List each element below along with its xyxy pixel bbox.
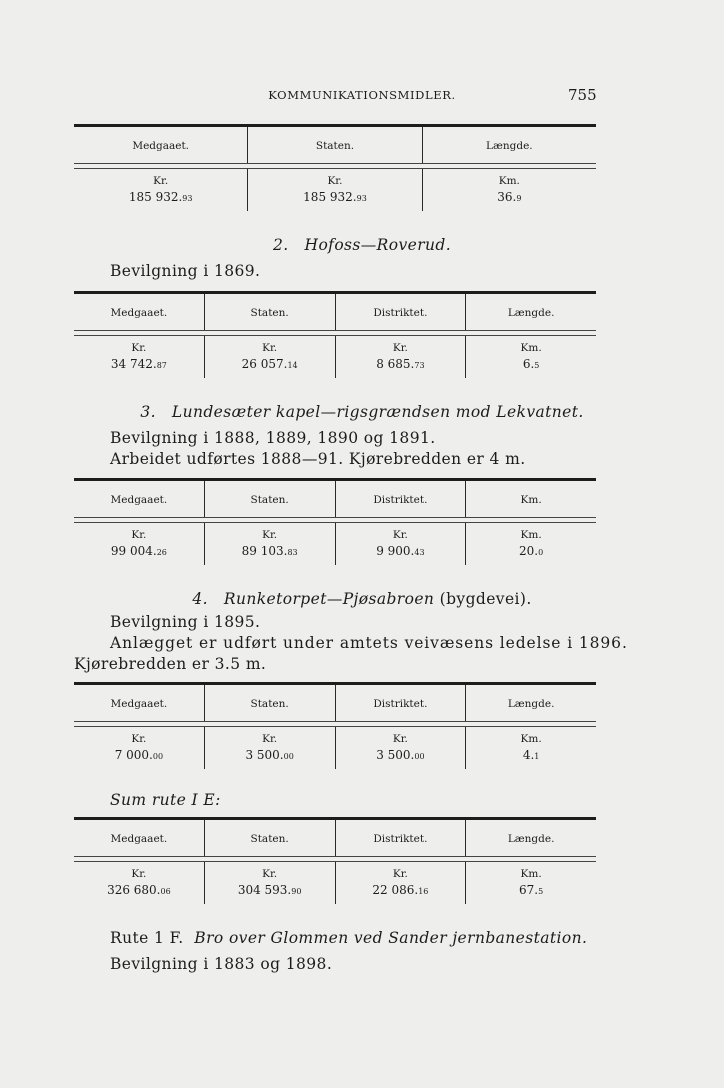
table-cell: Kr. 185 932.93 [128, 175, 193, 204]
column-header: Staten. [247, 127, 421, 163]
section-text: Bevilgning i 1869. [110, 262, 261, 280]
table-section-2 [74, 291, 596, 378]
column-header: Længde. [465, 294, 596, 330]
table-row [74, 523, 596, 565]
table-cell: Kr. 185 932.93 [247, 169, 421, 211]
table-cell: Kr. 7 000.00 [114, 733, 164, 762]
section-heading-4: 4. Runketorpet—Pjøsabroen (bygdevei). [192, 590, 532, 608]
table-cell: Kr. 304 593.90 [204, 862, 335, 904]
running-header: KOMMUNIKATIONSMIDLER. [268, 88, 456, 102]
table-cell: Kr. 34 742.87 [110, 342, 167, 371]
column-header: Medgaaet. [110, 494, 168, 506]
column-header: Staten. [204, 820, 335, 856]
table-cell: Kr. 326 680.06 [107, 868, 171, 897]
table-cell: Km. 6.5 [465, 336, 596, 378]
table-section-1 [74, 124, 596, 211]
column-header: Længde. [465, 685, 596, 721]
column-header: Staten. [204, 685, 335, 721]
table-cell: Km. 20.0 [465, 523, 596, 565]
column-header: Længde. [465, 820, 596, 856]
table-header-row [74, 294, 596, 330]
table-header-row [74, 481, 596, 517]
section-text: Arbeidet udførtes 1888—91. Kjørebredden er 4 m. [110, 450, 526, 468]
table-cell: Km. 4.1 [465, 727, 596, 769]
table-cell: Kr. 89 103.83 [204, 523, 335, 565]
table-cell: Kr. 9 900.43 [335, 523, 466, 565]
table-cell: Kr. 8 685.73 [335, 336, 466, 378]
section-text: Kjørebredden er 3.5 m. [74, 655, 267, 673]
table-section-4 [74, 682, 596, 769]
table-cell: Kr. 99 004.26 [110, 529, 167, 558]
table-row [74, 862, 596, 904]
section-heading-3: 3. Lundesæter kapel—rigsgrændsen mod Lekvatnet. [140, 403, 584, 421]
column-header: Medgaaet. [110, 833, 168, 845]
table-cell: Kr. 22 086.16 [335, 862, 466, 904]
section-heading-2: 2. Hofoss—Roverud. [272, 236, 452, 254]
column-header: Distriktet. [335, 820, 466, 856]
column-header: Længde. [422, 127, 596, 163]
table-header-row [74, 820, 596, 856]
column-header: Staten. [204, 481, 335, 517]
table-cell: Kr. 3 500.00 [335, 727, 466, 769]
table-cell: Km. 36.9 [422, 169, 596, 211]
column-header: Staten. [204, 294, 335, 330]
column-header: Km. [465, 481, 596, 517]
column-header: Medgaaet. [110, 307, 168, 319]
table-cell: Km. 67.5 [465, 862, 596, 904]
page-number: 755 [568, 86, 597, 104]
section-text: Bevilgning i 1895. [110, 613, 261, 631]
table-cell: Kr. 3 500.00 [204, 727, 335, 769]
column-header: Distriktet. [335, 685, 466, 721]
section-text: Anlægget er udført under amtets veivæsens ledelse i 1896. [110, 634, 628, 652]
column-header: Distriktet. [335, 294, 466, 330]
column-header: Distriktet. [335, 481, 466, 517]
route-heading: Rute 1 F. Bro over Glommen ved Sander jernbanestation. [110, 929, 588, 947]
table-header-row [74, 685, 596, 721]
table-section-3 [74, 478, 596, 565]
section-text: Bevilgning i 1888, 1889, 1890 og 1891. [110, 429, 436, 447]
column-header: Medgaaet. [110, 698, 168, 710]
section-text: Bevilgning i 1883 og 1898. [110, 955, 333, 973]
column-header: Medgaaet. [132, 140, 190, 152]
table-header-row [74, 127, 596, 163]
table-row [74, 727, 596, 769]
table-row [74, 336, 596, 378]
table-row [74, 169, 596, 211]
table-cell: Kr. 26 057.14 [204, 336, 335, 378]
table-section-sum [74, 817, 596, 904]
sum-heading: Sum rute I E: [110, 791, 221, 809]
